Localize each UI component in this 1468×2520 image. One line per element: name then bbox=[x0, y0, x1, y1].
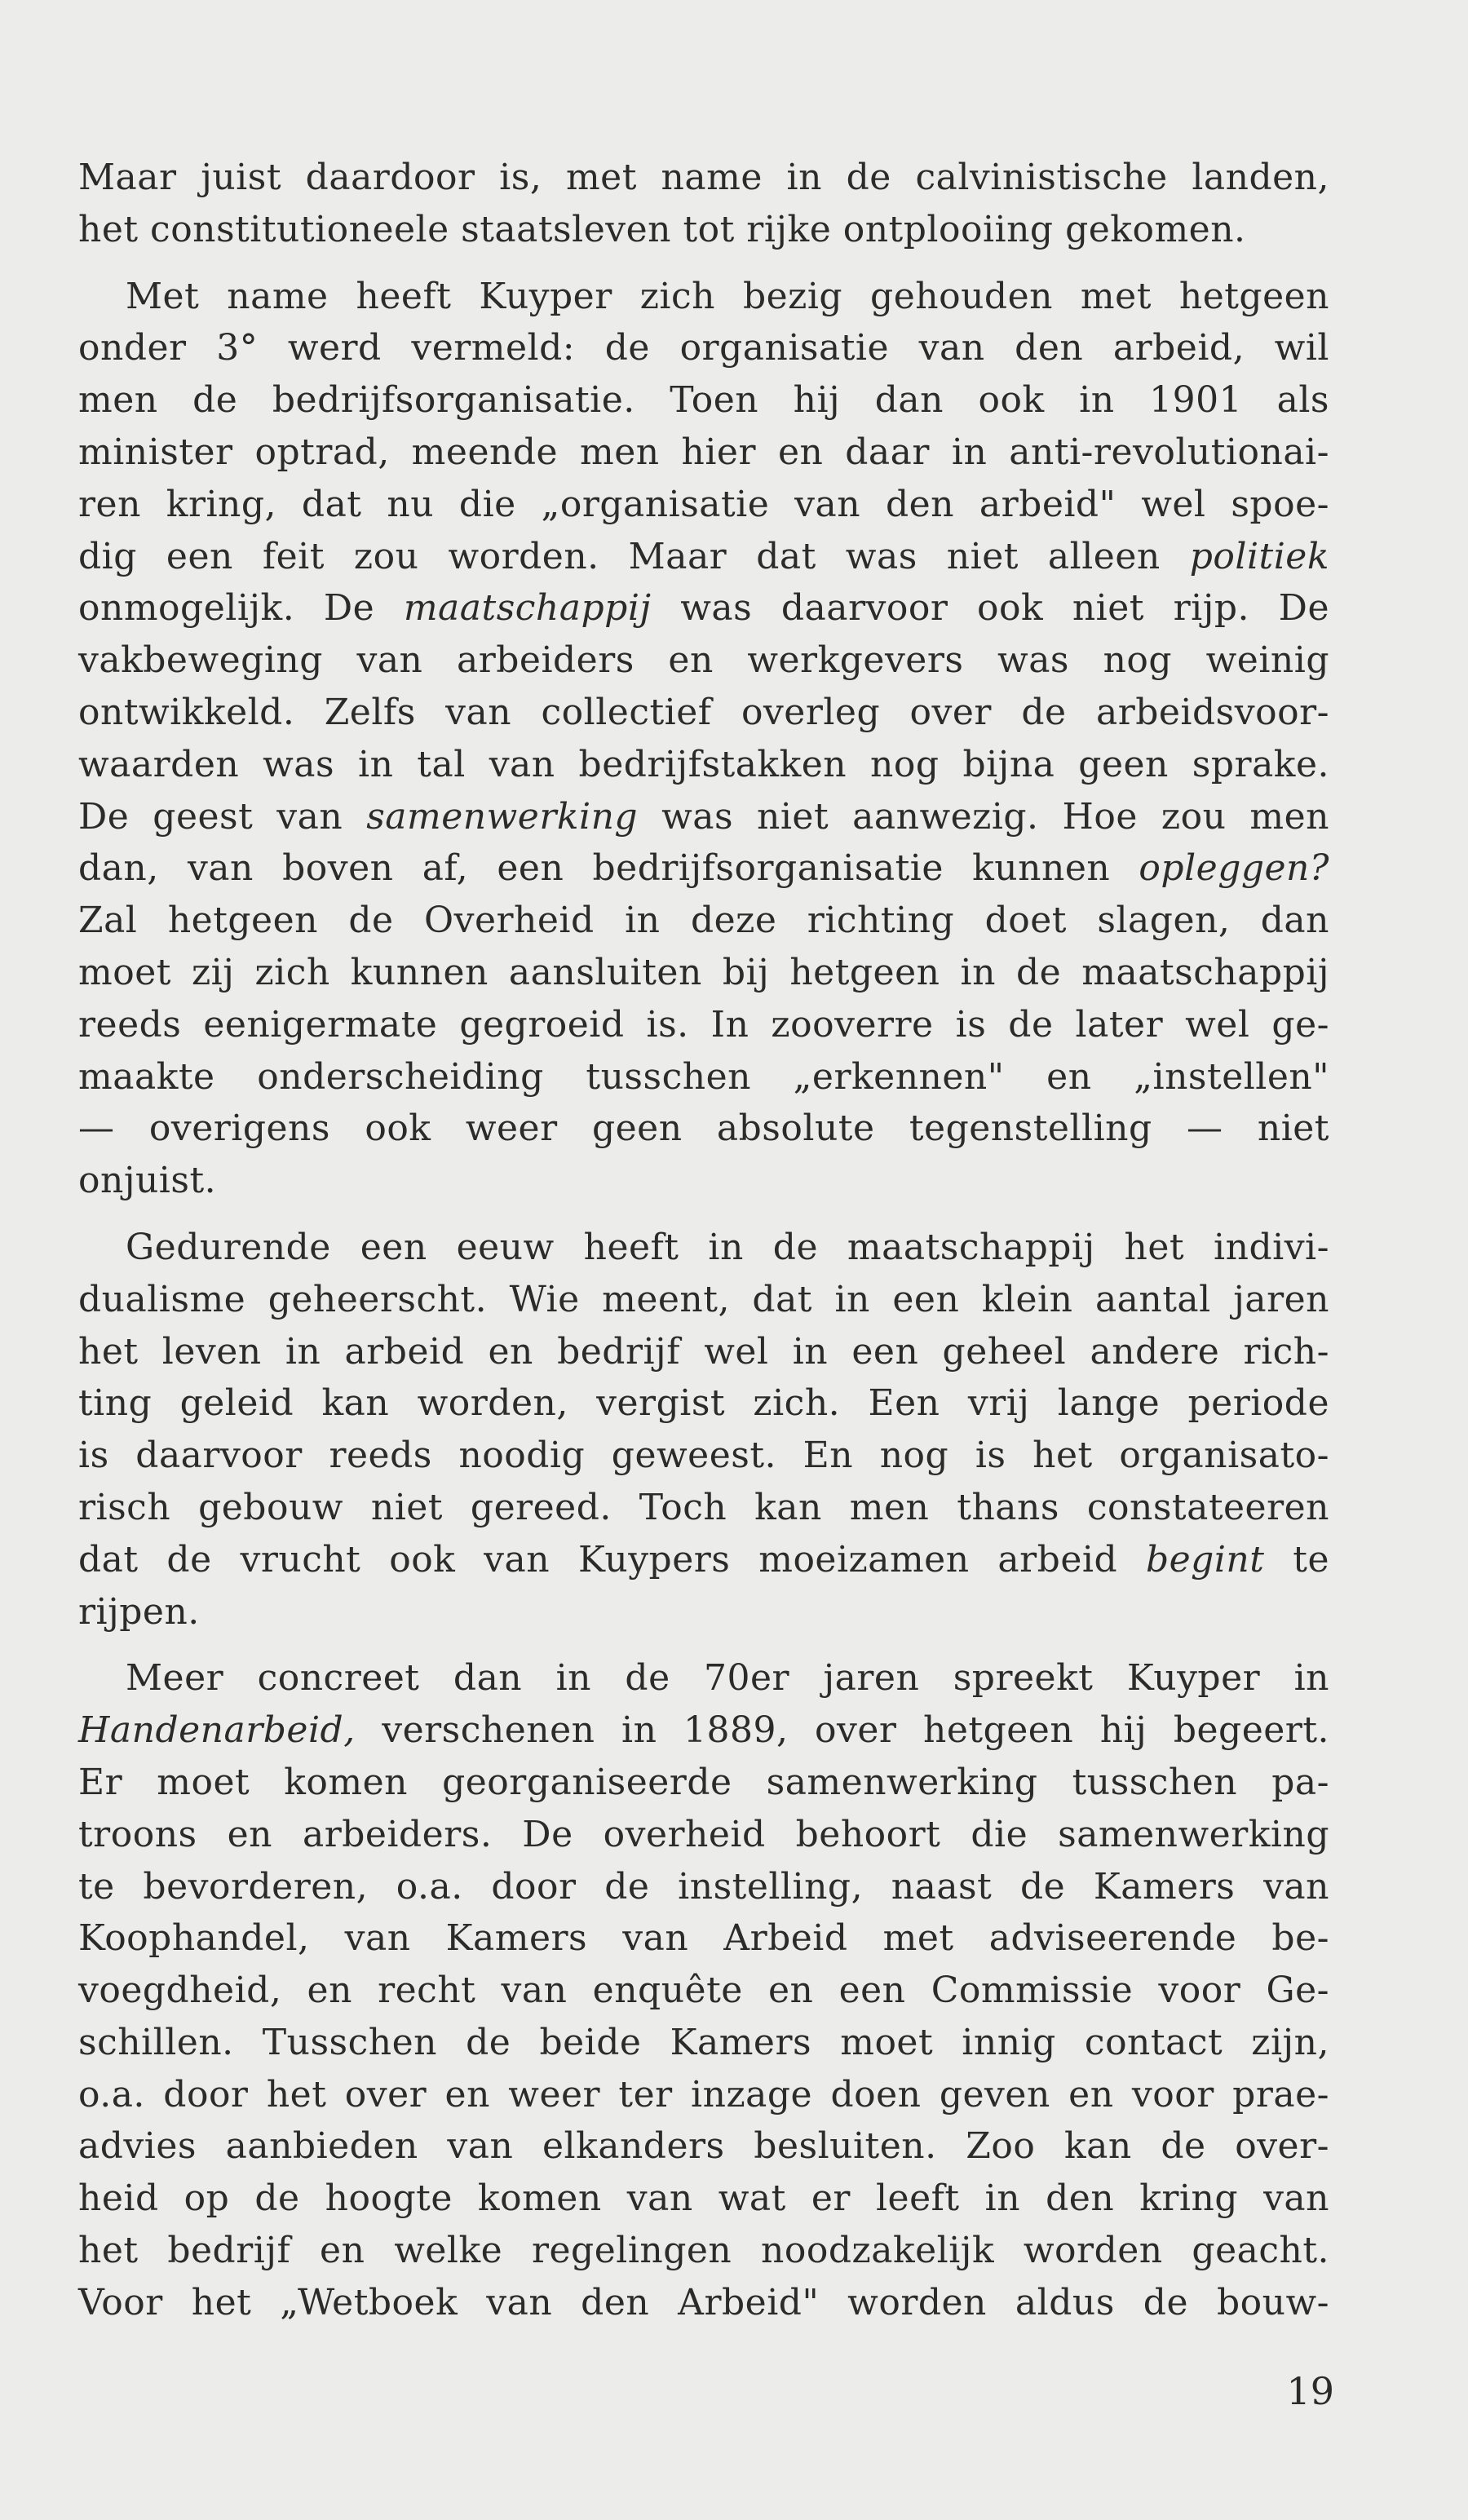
text-line: dat de vrucht ook van Kuypers moeizamen arbeid begint te bbox=[78, 1538, 1329, 1581]
text-line: Zal hetgeen de Overheid in deze richting doet slagen, dan bbox=[78, 900, 1329, 942]
text-line: Voor het „Wetboek van den Arbeid" worden aldus de bouw- bbox=[78, 2281, 1329, 2323]
text-line: dan, van boven af, een bedrijfsorganisatie kunnen opleggen? bbox=[78, 847, 1329, 890]
emphasized-word: begint bbox=[1145, 1538, 1265, 1581]
text-line: onmogelijk. De maatschappij was daarvoor ook niet rijp. De bbox=[78, 587, 1329, 630]
text-line: het leven in arbeid en bedrijf wel in een geheel andere rich- bbox=[78, 1330, 1329, 1373]
text-line: Maar juist daardoor is, met name in de calvinistische landen, bbox=[78, 157, 1329, 198]
text-line: Handenarbeid, verschenen in 1889, over hetgeen hij begeert. bbox=[78, 1709, 1329, 1752]
text-line: is daarvoor reeds noodig geweest. En nog is het organisato- bbox=[78, 1435, 1329, 1477]
text-line: onder 3° werd vermeld: de organisatie van den arbeid, wil bbox=[78, 327, 1329, 369]
text-line: minister optrad, meende men hier en daar in anti-revolutionai- bbox=[78, 431, 1329, 473]
text-line: te bevorderen, o.a. door de instelling, naast de Kamers van bbox=[78, 1865, 1329, 1908]
paragraph-3 bbox=[78, 1222, 1329, 1638]
text-line: maakte onderscheiding tusschen „erkennen" en „instellen" bbox=[78, 1055, 1329, 1098]
text-line: het bedrijf en welke regelingen noodzakelijk worden geacht. bbox=[78, 2230, 1329, 2272]
emphasized-word: opleggen? bbox=[1139, 847, 1329, 890]
text-line: dualisme geheerscht. Wie meent, dat in een klein aantal jaren bbox=[78, 1278, 1329, 1320]
text-line: dig een feit zou worden. Maar dat was niet alleen politiek bbox=[78, 535, 1329, 577]
text-line: rijpen. bbox=[78, 1590, 200, 1633]
text-line: Gedurende een eeuw heeft in de maatschappij het indivi- bbox=[126, 1226, 1329, 1268]
emphasized-word: politiek bbox=[1189, 535, 1329, 577]
text-line: vakbeweging van arbeiders en werkgevers was nog weinig bbox=[78, 639, 1329, 682]
text-line: risch gebouw niet gereed. Toch kan men thans constateeren bbox=[78, 1486, 1329, 1528]
text-line: het constitutioneele staatsleven tot rijke ontplooiing gekomen. bbox=[78, 208, 1246, 250]
text-line: Er moet komen georganiseerde samenwerking tusschen pa- bbox=[78, 1761, 1329, 1803]
text-line: Koophandel, van Kamers van Arbeid met adviseerende be- bbox=[78, 1917, 1329, 1960]
paragraph-4 bbox=[78, 1652, 1329, 2328]
emphasized-word: samenwerking bbox=[366, 795, 639, 838]
text-line: schillen. Tusschen de beide Kamers moet innig contact zijn, bbox=[78, 2021, 1329, 2063]
paragraph-1 bbox=[78, 152, 1329, 256]
text-line: — overigens ook weer geen absolute tegenstelling — niet bbox=[78, 1107, 1329, 1150]
text-line: moet zij zich kunnen aansluiten bij hetgeen in de maatschappij bbox=[78, 951, 1329, 993]
emphasized-word: Handenarbeid, bbox=[78, 1709, 356, 1752]
text-line: ting geleid kan worden, vergist zich. Een vrij lange periode bbox=[78, 1382, 1329, 1425]
text-line: troons en arbeiders. De overheid behoort die samenwerking bbox=[78, 1813, 1329, 1855]
text-line: Met name heeft Kuyper zich bezig gehouden met hetgeen bbox=[126, 275, 1329, 317]
text-line: ren kring, dat nu die „organisatie van den arbeid" wel spoe- bbox=[78, 483, 1329, 525]
text-line: onjuist. bbox=[78, 1160, 217, 1202]
body-text bbox=[78, 152, 1329, 2329]
emphasized-word: maatschappij bbox=[403, 587, 652, 630]
text-line: De geest van samenwerking was niet aanwezig. Hoe zou men bbox=[78, 795, 1329, 838]
text-line: heid op de hoogte komen van wat er leeft in den kring van bbox=[78, 2177, 1329, 2220]
text-line: ontwikkeld. Zelfs van collectief overleg over de arbeidsvoor- bbox=[78, 691, 1329, 733]
text-line: o.a. door het over en weer ter inzage doen geven en voor prae- bbox=[78, 2073, 1329, 2115]
text-line: voegdheid, en recht van enquête en een Commissie voor Ge- bbox=[78, 1970, 1329, 2012]
page-number: 19 bbox=[1286, 2369, 1334, 2413]
text-line: men de bedrijfsorganisatie. Toen hij dan ook in 1901 als bbox=[78, 379, 1329, 422]
text-line: waarden was in tal van bedrijfstakken nog bijna geen sprake. bbox=[78, 743, 1329, 785]
text-line: reeds eenigermate gegroeid is. In zooverre is de later wel ge- bbox=[78, 1003, 1329, 1046]
text-line: Meer concreet dan in de 70er jaren spreekt Kuyper in bbox=[126, 1657, 1329, 1700]
paragraph-2 bbox=[78, 271, 1329, 1207]
text-line: advies aanbieden van elkanders besluiten. Zoo kan de over- bbox=[78, 2125, 1329, 2168]
